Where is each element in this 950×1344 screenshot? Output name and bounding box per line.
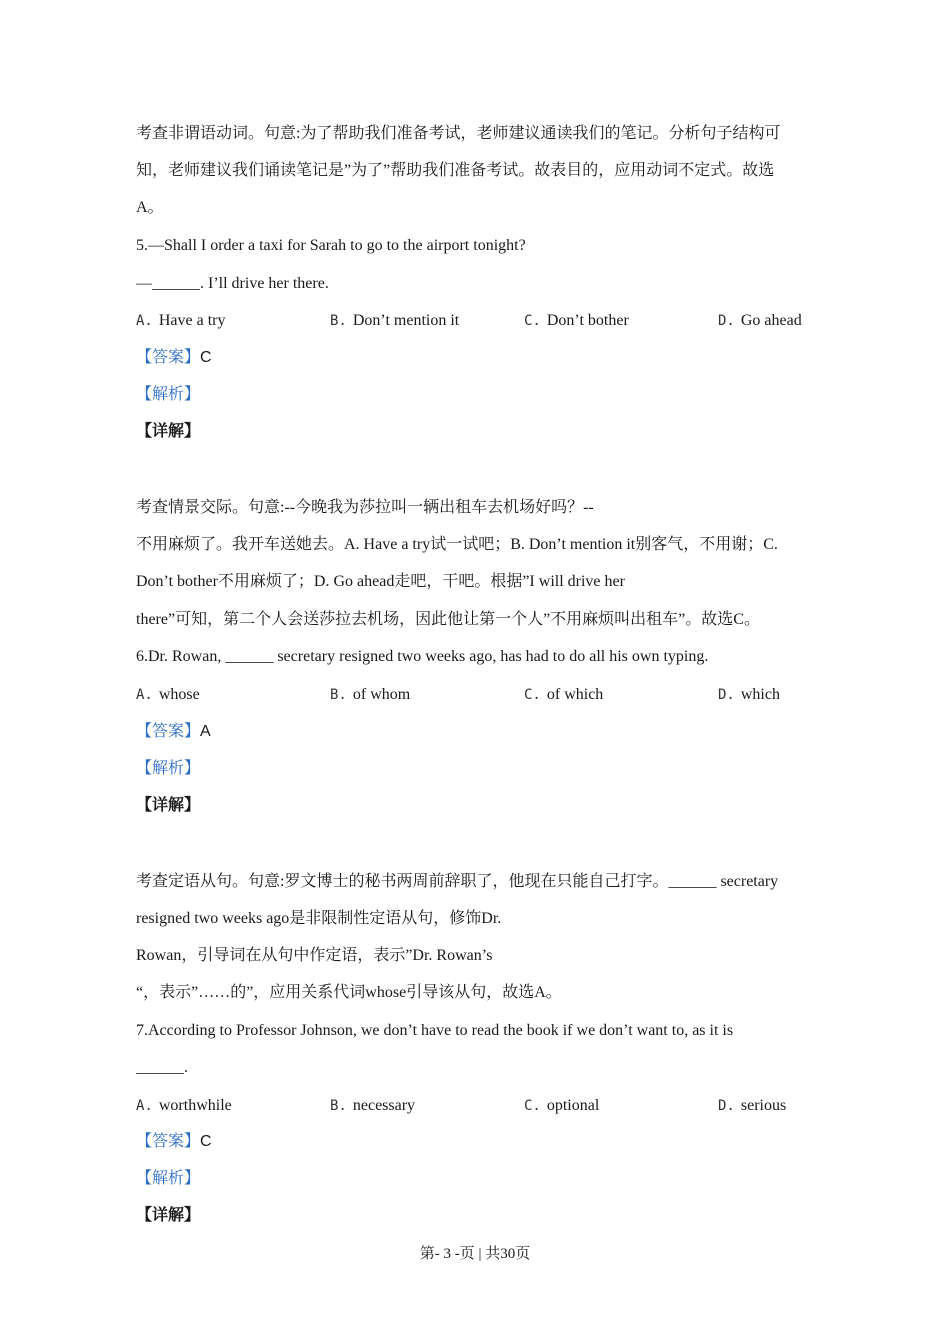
option-b: B. necessary xyxy=(330,1097,416,1114)
analysis-label: 【解析】 xyxy=(136,760,201,777)
question-5-options xyxy=(136,311,816,331)
analysis-label: 【解析】 xyxy=(136,386,201,403)
question-7-stem: 7.According to Professor Johnson, we don’t have to read the book if we don’t want to, as it is xyxy=(136,1022,734,1039)
explain-line: Don’t bother不用麻烦了；D. Go ahead走吧，干吧。根据”I will drive her xyxy=(136,573,625,590)
question-6-options xyxy=(136,685,816,705)
option-d: D. serious xyxy=(718,1097,787,1114)
option-d: D. Go ahead xyxy=(718,312,802,329)
option-c: C. of which xyxy=(524,686,604,703)
explain-line: 不用麻烦了。我开车送她去。A. Have a try试一试吧；B. Don’t mention it别客气，不用谢；C. xyxy=(136,536,778,553)
answer-line: 【答案】A xyxy=(136,723,211,740)
option-b: B. of whom xyxy=(330,686,411,703)
explain-line: resigned two weeks ago是非限制性定语从句，修饰Dr. xyxy=(136,910,502,927)
explain-line: 考查情景交际。句意:--今晚我为莎拉叫一辆出租车去机场好吗？-- xyxy=(136,499,594,516)
page-footer: 第- 3 -页 | 共30页 xyxy=(419,1246,531,1262)
option-c: C. Don’t bother xyxy=(524,312,629,329)
analysis-label: 【解析】 xyxy=(136,1170,201,1187)
intro-line: A。 xyxy=(136,199,164,216)
option-b: B. Don’t mention it xyxy=(330,312,460,329)
question-6-stem: 6.Dr. Rowan, ______ secretary resigned two weeks ago, has had to do all his own typing. xyxy=(136,648,709,665)
question-5-stem: —______. I’ll drive her there. xyxy=(136,275,329,292)
detail-label: 【详解】 xyxy=(136,797,201,814)
detail-label: 【详解】 xyxy=(136,423,201,440)
answer-line: 【答案】C xyxy=(136,349,212,366)
question-7-options xyxy=(136,1096,816,1116)
explain-line: there”可知，第二个人会送莎拉去机场，因此他让第一个人”不用麻烦叫出租车”。故选C。 xyxy=(136,611,760,628)
explain-line: “，表示”……的”，应用关系代词whose引导该从句，故选A。 xyxy=(136,984,562,1001)
option-a: A. Have a try xyxy=(136,312,226,329)
intro-line: 考查非谓语动词。句意:为了帮助我们准备考试，老师建议通读我们的笔记。分析句子结构可 xyxy=(136,125,781,142)
option-a: A. worthwhile xyxy=(136,1097,232,1114)
detail-label: 【详解】 xyxy=(136,1207,201,1224)
option-d: D. which xyxy=(718,686,780,703)
intro-line: 知，老师建议我们诵读笔记是”为了”帮助我们准备考试。故表目的，应用动词不定式。故选 xyxy=(136,162,775,179)
explain-line: 考查定语从句。句意:罗文博士的秘书两周前辞职了，他现在只能自己打字。______ secretary xyxy=(136,873,779,890)
option-c: C. optional xyxy=(524,1097,600,1114)
answer-line: 【答案】C xyxy=(136,1133,212,1150)
explain-line: Rowan，引导词在从句中作定语，表示”Dr. Rowan’s xyxy=(136,947,493,964)
option-a: A. whose xyxy=(136,686,200,703)
question-7-stem: ______. xyxy=(136,1059,188,1076)
question-5-stem: 5.—Shall I order a taxi for Sarah to go to the airport tonight? xyxy=(136,237,526,254)
